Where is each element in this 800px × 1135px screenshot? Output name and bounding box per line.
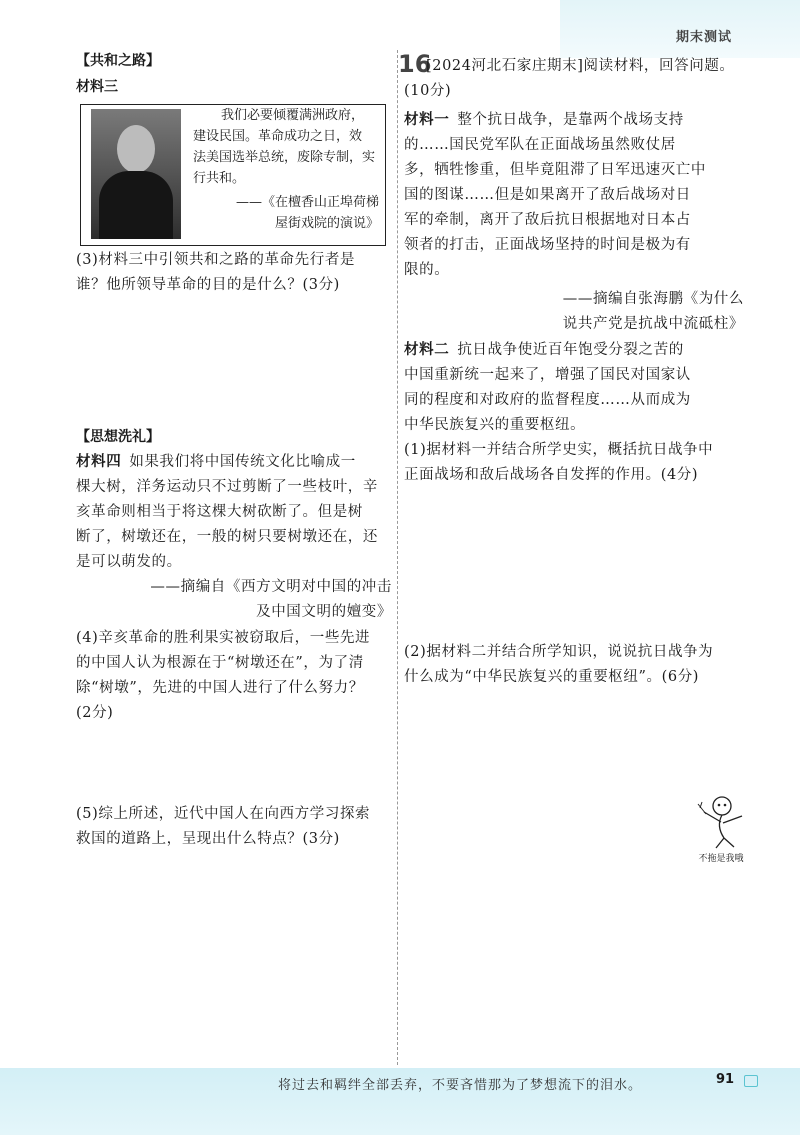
material-four	[76, 450, 392, 625]
question-4	[76, 626, 392, 726]
text-line: 如果我们将中国传统文化比喻成一	[129, 454, 356, 470]
question-line: 正面战场和敌后战场各自发挥的作用。(4分)	[404, 467, 699, 483]
question-16-1	[404, 438, 744, 488]
ruler-icon	[744, 1075, 758, 1087]
column-divider	[397, 50, 398, 1065]
question-3	[76, 248, 392, 298]
material-one	[404, 108, 744, 337]
question-line: (3)材料三中引领共和之路的革命先行者是	[76, 252, 356, 268]
quote-source-line: 屋街戏院的演说》	[274, 216, 379, 231]
footer-quote: 将过去和羁绊全部丢弃，不要吝惜那为了梦想流下的泪水。	[278, 1078, 643, 1093]
text-line: 是可以萌发的。	[76, 554, 182, 570]
material-label-one: 材料一	[404, 112, 450, 128]
material-three-box	[80, 104, 386, 246]
text-line: 军的牵制，离开了敌后抗日根据地对日本占	[404, 212, 691, 228]
quote-line: 我们必要倾覆满洲政府，	[221, 108, 365, 123]
text-line: 多，牺牲惨重，但毕竟阻滞了日军迅速灭亡中	[404, 162, 706, 178]
question-line: (4)辛亥革命的胜利果实被窃取后，一些先进	[76, 630, 371, 646]
question-16-2	[404, 640, 744, 690]
question-line: 的中国人认为根源在于“树墩还在”，为了清	[76, 655, 364, 671]
source-line: 及中国文明的嬗变》	[256, 604, 392, 620]
intro-line: [2024河北石家庄期末]阅读材料，回答问题。	[426, 58, 735, 74]
doodle-caption: 不拖是我哦	[698, 854, 744, 864]
question-line: (1)据材料一并结合所学史实，概括抗日战争中	[404, 442, 714, 458]
cartoon-doodle-icon	[686, 792, 750, 850]
text-line: 亥革命则相当于将这棵大树砍断了。但是树	[76, 504, 363, 520]
material-label-four: 材料四	[76, 454, 122, 470]
portrait-body	[99, 171, 173, 239]
text-line: 限的。	[404, 262, 450, 278]
material-three-quote	[193, 105, 379, 234]
text-line: 中华民族复兴的重要枢纽。	[404, 417, 586, 433]
question-line: 什么成为“中华民族复兴的重要枢纽”。(6分)	[404, 669, 700, 685]
text-line: 抗日战争使近百年饱受分裂之苦的	[457, 342, 684, 358]
text-line: 国的图谋……但是如果离开了敌后战场对日	[404, 187, 691, 203]
text-line: 整个抗日战争，是靠两个战场支持	[457, 112, 684, 128]
text-line: 断了，树墩还在，一般的树只要树墩还在，还	[76, 529, 378, 545]
section-tag-republic: 【共和之路】	[76, 53, 160, 69]
material-two	[404, 338, 744, 438]
question-line: 除“树墩”，先进的中国人进行了什么努力？	[76, 680, 364, 696]
source-line: ——摘编自《西方文明对中国的冲击	[150, 579, 392, 595]
source-line: ——摘编自张海鹏《为什么	[562, 291, 744, 307]
portrait-photo	[91, 109, 181, 239]
page-number: 91	[716, 1072, 735, 1087]
quote-line: 行共和。	[193, 171, 246, 186]
text-line: 中国重新统一起来了，增强了国民对国家认	[404, 367, 691, 383]
question-line: (2分)	[76, 705, 114, 721]
section-tag-thought: 【思想洗礼】	[76, 429, 160, 445]
source-line: 说共产党是抗战中流砥柱》	[562, 316, 744, 332]
text-line: 同的程度和对政府的监督程度……从而成为	[404, 392, 691, 408]
material-label-two: 材料二	[404, 342, 450, 358]
text-line: 棵大树，洋务运动只不过剪断了一些枝叶，辛	[76, 479, 378, 495]
text-line: 的……国民党军队在正面战场虽然败仗居	[404, 137, 676, 153]
portrait-face	[117, 125, 155, 173]
question-line: 救国的道路上，呈现出什么特点？(3分)	[76, 831, 340, 847]
header-title: 期末测试	[676, 30, 733, 45]
question-5	[76, 802, 392, 852]
question-line: 谁？他所领导革命的目的是什么？(3分)	[76, 277, 340, 293]
question-line: (5)综上所述，近代中国人在向西方学习探索	[76, 806, 371, 822]
quote-line: 建设民国。革命成功之日，效	[193, 129, 363, 144]
intro-line: (10分)	[404, 83, 452, 99]
question-number: 16	[398, 50, 432, 78]
question-line: (2)据材料二并结合所学知识，说说抗日战争为	[404, 644, 714, 660]
material-label-three: 材料三	[76, 79, 118, 95]
text-line: 领者的打击，正面战场坚持的时间是极为有	[404, 237, 691, 253]
quote-source-line: ——《在檀香山正埠荷梯	[235, 195, 379, 210]
quote-line: 法美国选举总统，废除专制，实	[193, 150, 376, 165]
